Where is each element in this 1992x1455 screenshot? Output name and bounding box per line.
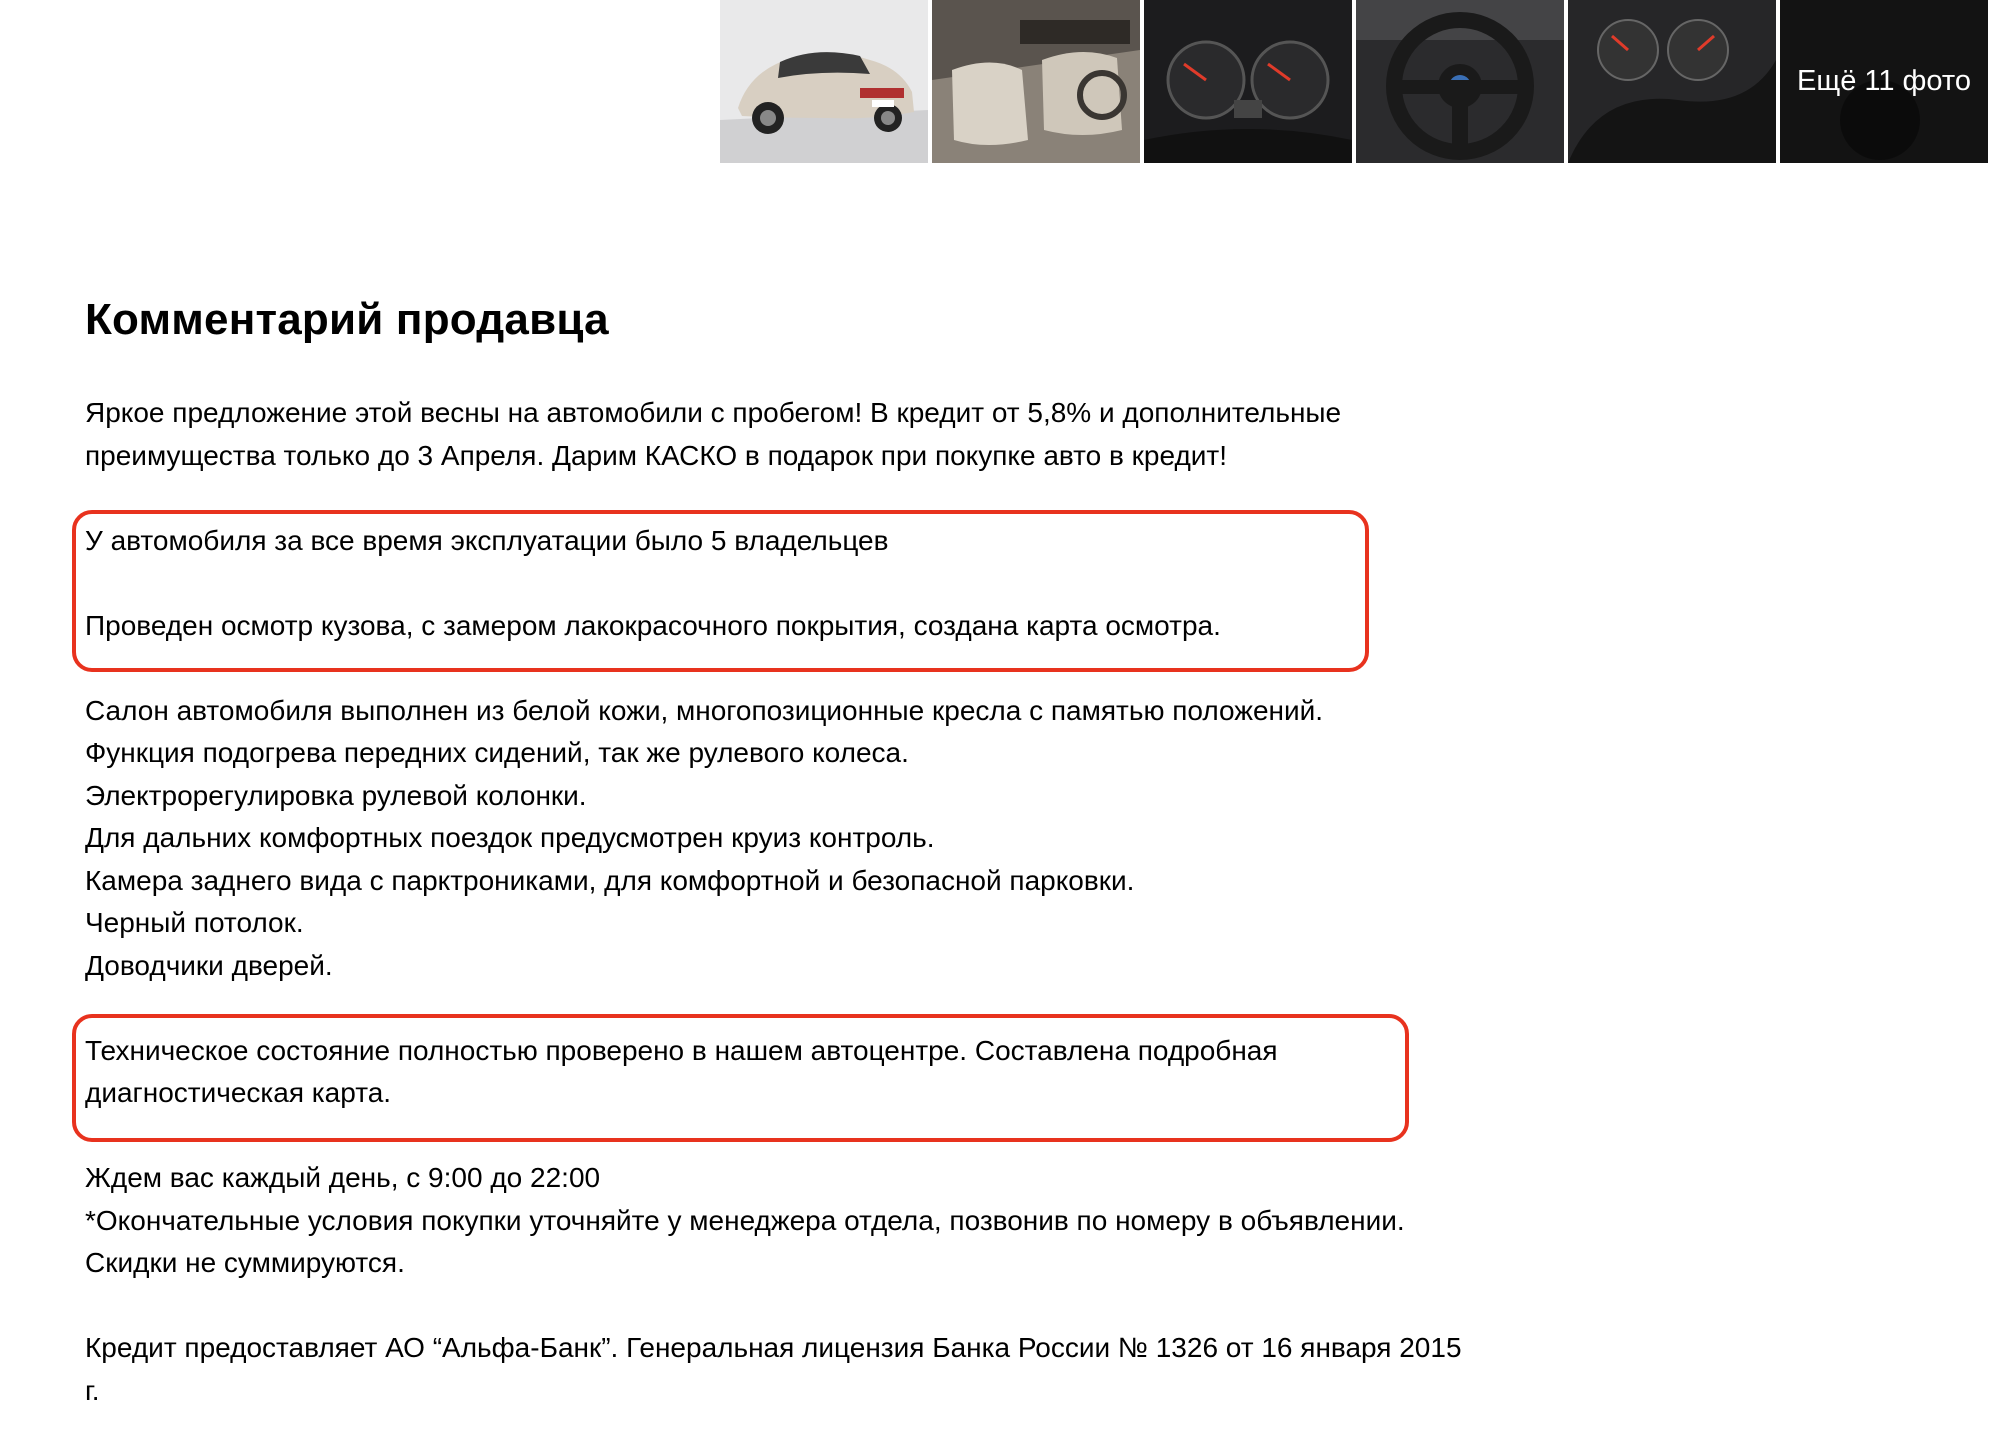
photo-gallery (720, 0, 1988, 163)
gallery-thumb-interior[interactable] (932, 0, 1140, 163)
comment-paragraph-hours: Ждем вас каждый день, с 9:00 до 22:00 *Окончательные условия покупки уточняйте у менеджера отдела, позвонив по номеру в объявлении. Скидки не суммируются. (85, 1162, 1405, 1278)
comment-paragraph-owners: У автомобиля за все время эксплуатации было 5 владельцев (85, 524, 889, 556)
car-interior-image (932, 0, 1140, 163)
comment-paragraph-promo: Яркое предложение этой весны на автомобили с пробегом! В кредит от 5,8% и дополнительные преимущества только до 3 Апреля. Дарим КАСКО в подарок при покупке авто в кредит! (85, 397, 1342, 471)
seller-comment-section (85, 290, 1585, 1455)
dashboard-image (1144, 0, 1352, 163)
comment-paragraph-credit: Кредит предоставляет АО “Альфа-Банк”. Генеральная лицензия Банка России № 1326 от 16 января 2015 г. (85, 1332, 1462, 1406)
more-photos-label: Ещё 11 фото (1780, 0, 1988, 163)
comment-paragraph-technical: Техническое состояние полностью проверено в нашем автоцентре. Составлена подробная диагностическая карта. (85, 1034, 1278, 1108)
dashboard-detail-image (1568, 0, 1776, 163)
section-title: Комментарий продавца (85, 295, 609, 344)
gallery-thumb-exterior[interactable] (720, 0, 928, 163)
gallery-thumb-steering[interactable] (1356, 0, 1564, 163)
comment-paragraph-inspection: Проведен осмотр кузова, с замером лакокрасочного покрытия, создана карта осмотра. (85, 609, 1221, 641)
comment-paragraph-features: Салон автомобиля выполнен из белой кожи, многопозиционные кресла с памятью положений. Функция подогрева передних сидений, так же рулевого колеса. Электрорегулировка рулевой колонки. Для дальних комфортных поездок предусмотрен круиз контроль. Камера заднего вида с парктрониками, для комфортной и безопасной парковки. Черный потолок. Доводчики дверей. (85, 694, 1324, 981)
car-exterior-image (720, 0, 928, 163)
highlight-box-owners-inspection (72, 510, 1369, 672)
gallery-more-photos-button[interactable] (1780, 0, 1988, 163)
steering-wheel-image (1356, 0, 1564, 163)
gallery-thumb-dashboard-detail[interactable] (1568, 0, 1776, 163)
highlight-box-technical (72, 1014, 1409, 1142)
gallery-thumb-dashboard[interactable] (1144, 0, 1352, 163)
